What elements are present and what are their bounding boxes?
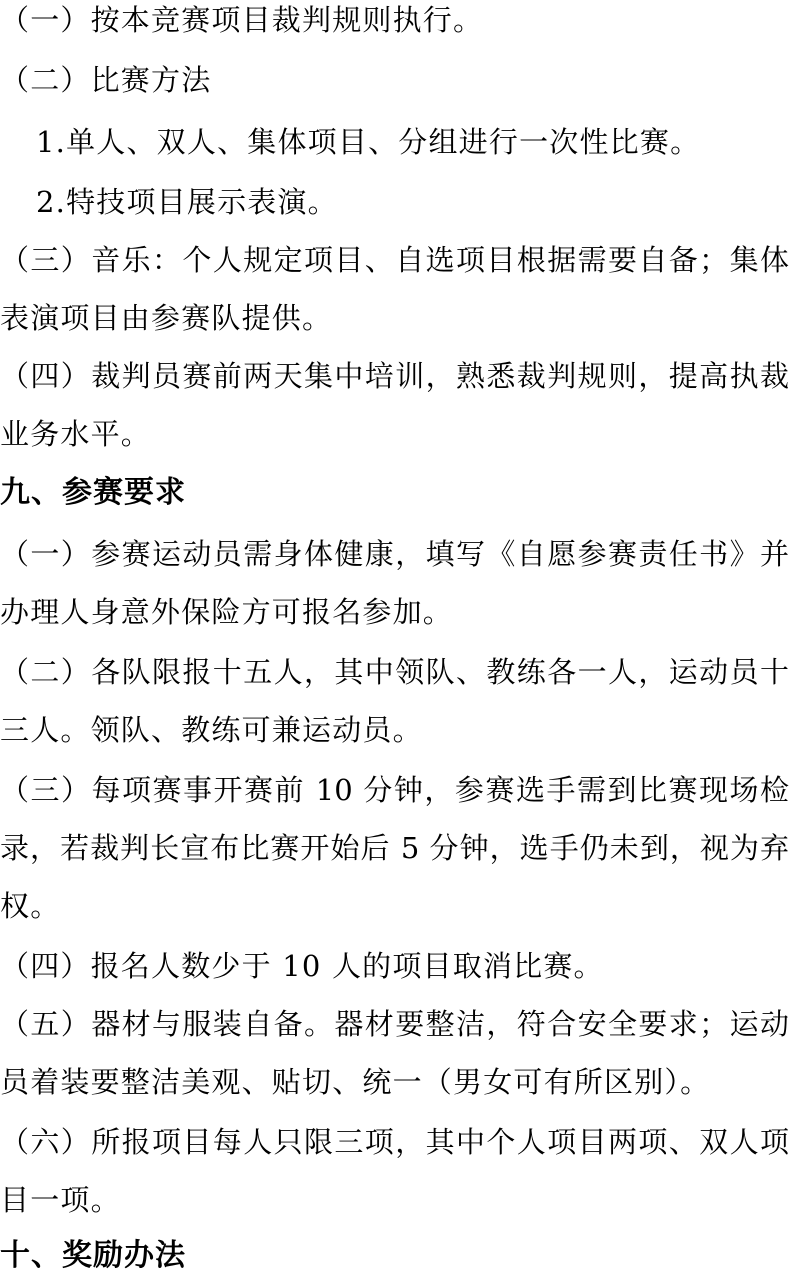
paragraph-competition-method: （二）比赛方法 bbox=[0, 63, 212, 97]
list-item-method-2: 2.特技项目展示表演。 bbox=[36, 185, 338, 219]
paragraph-event-limit-line-1: （六）所报项目每人只限三项，其中个人项目两项、双人项 bbox=[0, 1125, 789, 1159]
section-heading-award-methods: 十、奖励办法 bbox=[0, 1238, 186, 1273]
paragraph-check-in-line-1: （三）每项赛事开赛前 10 分钟，参赛选手需到比赛现场检 bbox=[0, 773, 789, 807]
paragraph-event-limit-line-2: 目一项。 bbox=[0, 1183, 121, 1217]
paragraph-music-line-2: 表演项目由参赛队提供。 bbox=[0, 301, 333, 335]
paragraph-check-in-line-3: 权。 bbox=[0, 889, 61, 923]
paragraph-health-insurance-line-1: （一）参赛运动员需身体健康，填写《自愿参赛责任书》并 bbox=[0, 537, 789, 571]
paragraph-team-size-line-2: 三人。领队、教练可兼运动员。 bbox=[0, 713, 423, 747]
paragraph-rules-execution: （一）按本竞赛项目裁判规则执行。 bbox=[0, 3, 484, 37]
paragraph-music-line-1: （三）音乐：个人规定项目、自选项目根据需要自备；集体 bbox=[0, 243, 789, 277]
section-heading-participation-requirements: 九、参赛要求 bbox=[0, 475, 186, 510]
paragraph-equipment-attire-line-2: 员着装要整洁美观、贴切、统一（男女可有所区别）。 bbox=[0, 1065, 711, 1099]
paragraph-equipment-attire-line-1: （五）器材与服装自备。器材要整洁，符合安全要求；运动 bbox=[0, 1007, 789, 1041]
paragraph-minimum-entries: （四）报名人数少于 10 人的项目取消比赛。 bbox=[0, 949, 604, 983]
paragraph-referee-training-line-1: （四）裁判员赛前两天集中培训，熟悉裁判规则，提高执裁 bbox=[0, 359, 789, 393]
paragraph-health-insurance-line-2: 办理人身意外保险方可报名参加。 bbox=[0, 595, 454, 629]
paragraph-referee-training-line-2: 业务水平。 bbox=[0, 417, 152, 451]
paragraph-check-in-line-2: 录，若裁判长宣布比赛开始后 5 分钟，选手仍未到，视为弃 bbox=[0, 831, 789, 865]
paragraph-team-size-line-1: （二）各队限报十五人，其中领队、教练各一人，运动员十 bbox=[0, 655, 789, 689]
list-item-method-1: 1.单人、双人、集体项目、分组进行一次性比赛。 bbox=[36, 125, 701, 159]
